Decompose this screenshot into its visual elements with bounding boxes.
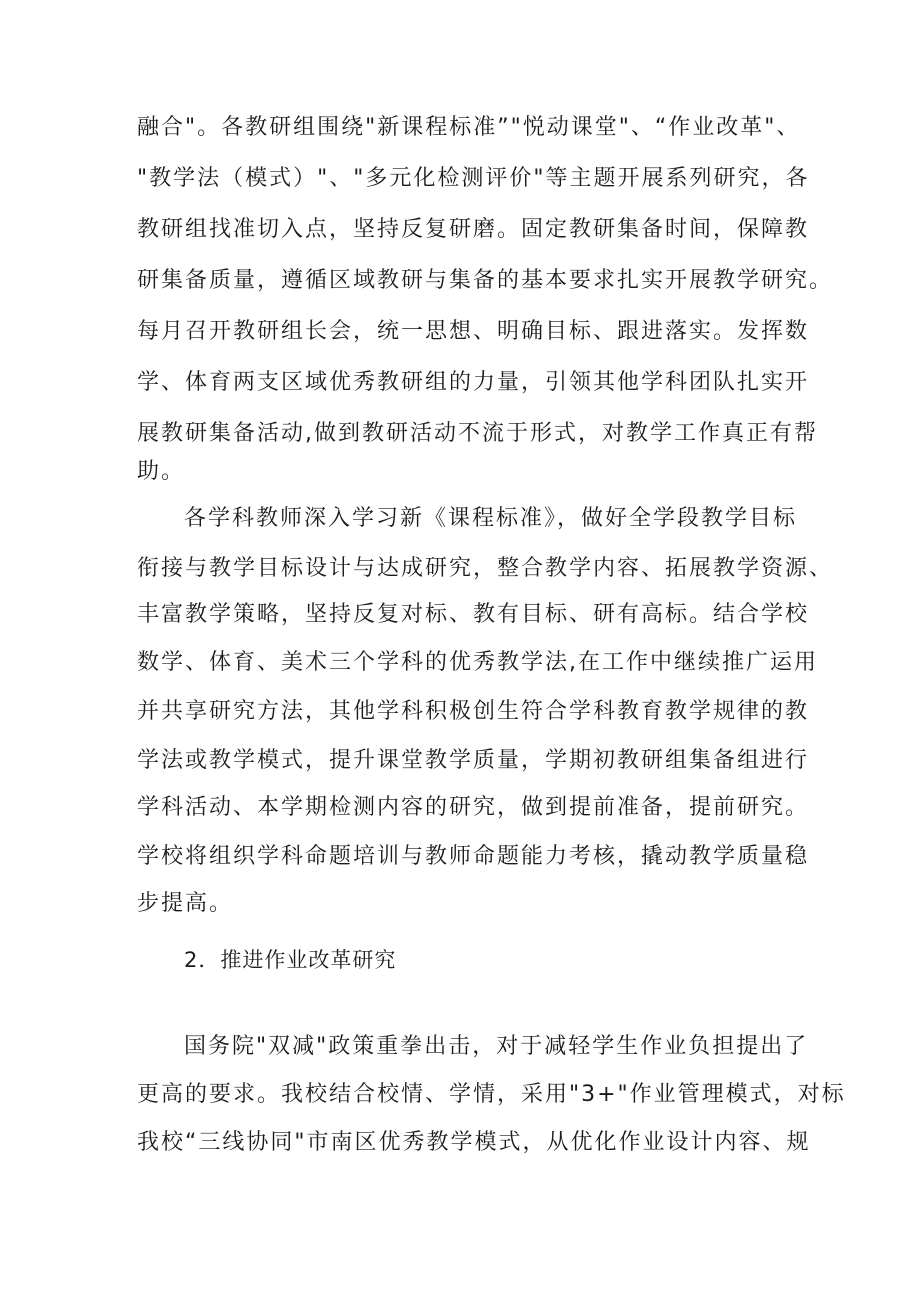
section-heading: 2．推进作业改革研究 — [184, 948, 397, 972]
paragraph-line: 教研组找准切入点，坚持反复研磨。固定教研集备时间，保障教 — [137, 217, 810, 242]
paragraph-line: 学法或教学模式，提升课堂教学质量，学期初教研组集备组进行 — [137, 748, 810, 773]
paragraph-line: 我校“三线协同"市南区优秀教学模式，从优化作业设计内容、规 — [137, 1130, 811, 1155]
paragraph-line: 并共享研究方法，其他学科积极创生符合学科教育教学规律的教 — [137, 699, 810, 724]
paragraph-line: 步提高。 — [137, 891, 234, 916]
paragraph-line: 融合"。各教研组围绕"新课程标准”"悦动课堂"、“作业改革"、 — [137, 115, 801, 140]
paragraph-line: 国务院"双减"政策重拳出击，对于减轻学生作业负担提出了 — [184, 1034, 809, 1059]
paragraph-line: 学、体育两支区域优秀教研组的力量，引领其他学科团队扎实开 — [137, 370, 810, 395]
paragraph-line: 各学科教师深入学习新《课程标准》，做好全学段教学目标 — [184, 506, 798, 531]
paragraph-line: 展教研集备活动,做到教研活动不流于形式，对教学工作真正有帮 — [137, 421, 818, 446]
paragraph-line: 数学、体育、美术三个学科的优秀教学法,在工作中继续推广运用 — [137, 650, 818, 675]
paragraph-line: 衔接与教学目标设计与达成研究，整合教学内容、拓展教学资源、 — [137, 556, 834, 581]
paragraph-line: 助。 — [137, 459, 186, 484]
paragraph-line: 学科活动、本学期检测内容的研究，做到提前准备，提前研究。 — [137, 795, 810, 820]
paragraph-line: 丰富教学策略，坚持反复对标、教有目标、研有高标。结合学校 — [137, 602, 810, 627]
paragraph-line: 更高的要求。我校结合校情、学情，采用"3+"作业管理模式，对标 — [137, 1082, 846, 1107]
paragraph-line: 每月召开教研组长会，统一思想、明确目标、跟进落实。发挥数 — [137, 319, 810, 344]
paragraph-line: "教学法（模式）"、"多元化检测评价"等主题开展系列研究，各 — [137, 166, 810, 191]
paragraph-line: 学校将组织学科命题培训与教师命题能力考核，撬动教学质量稳 — [137, 844, 810, 869]
paragraph-line: 研集备质量，遵循区域教研与集备的基本要求扎实开展教学研究。 — [137, 268, 834, 293]
